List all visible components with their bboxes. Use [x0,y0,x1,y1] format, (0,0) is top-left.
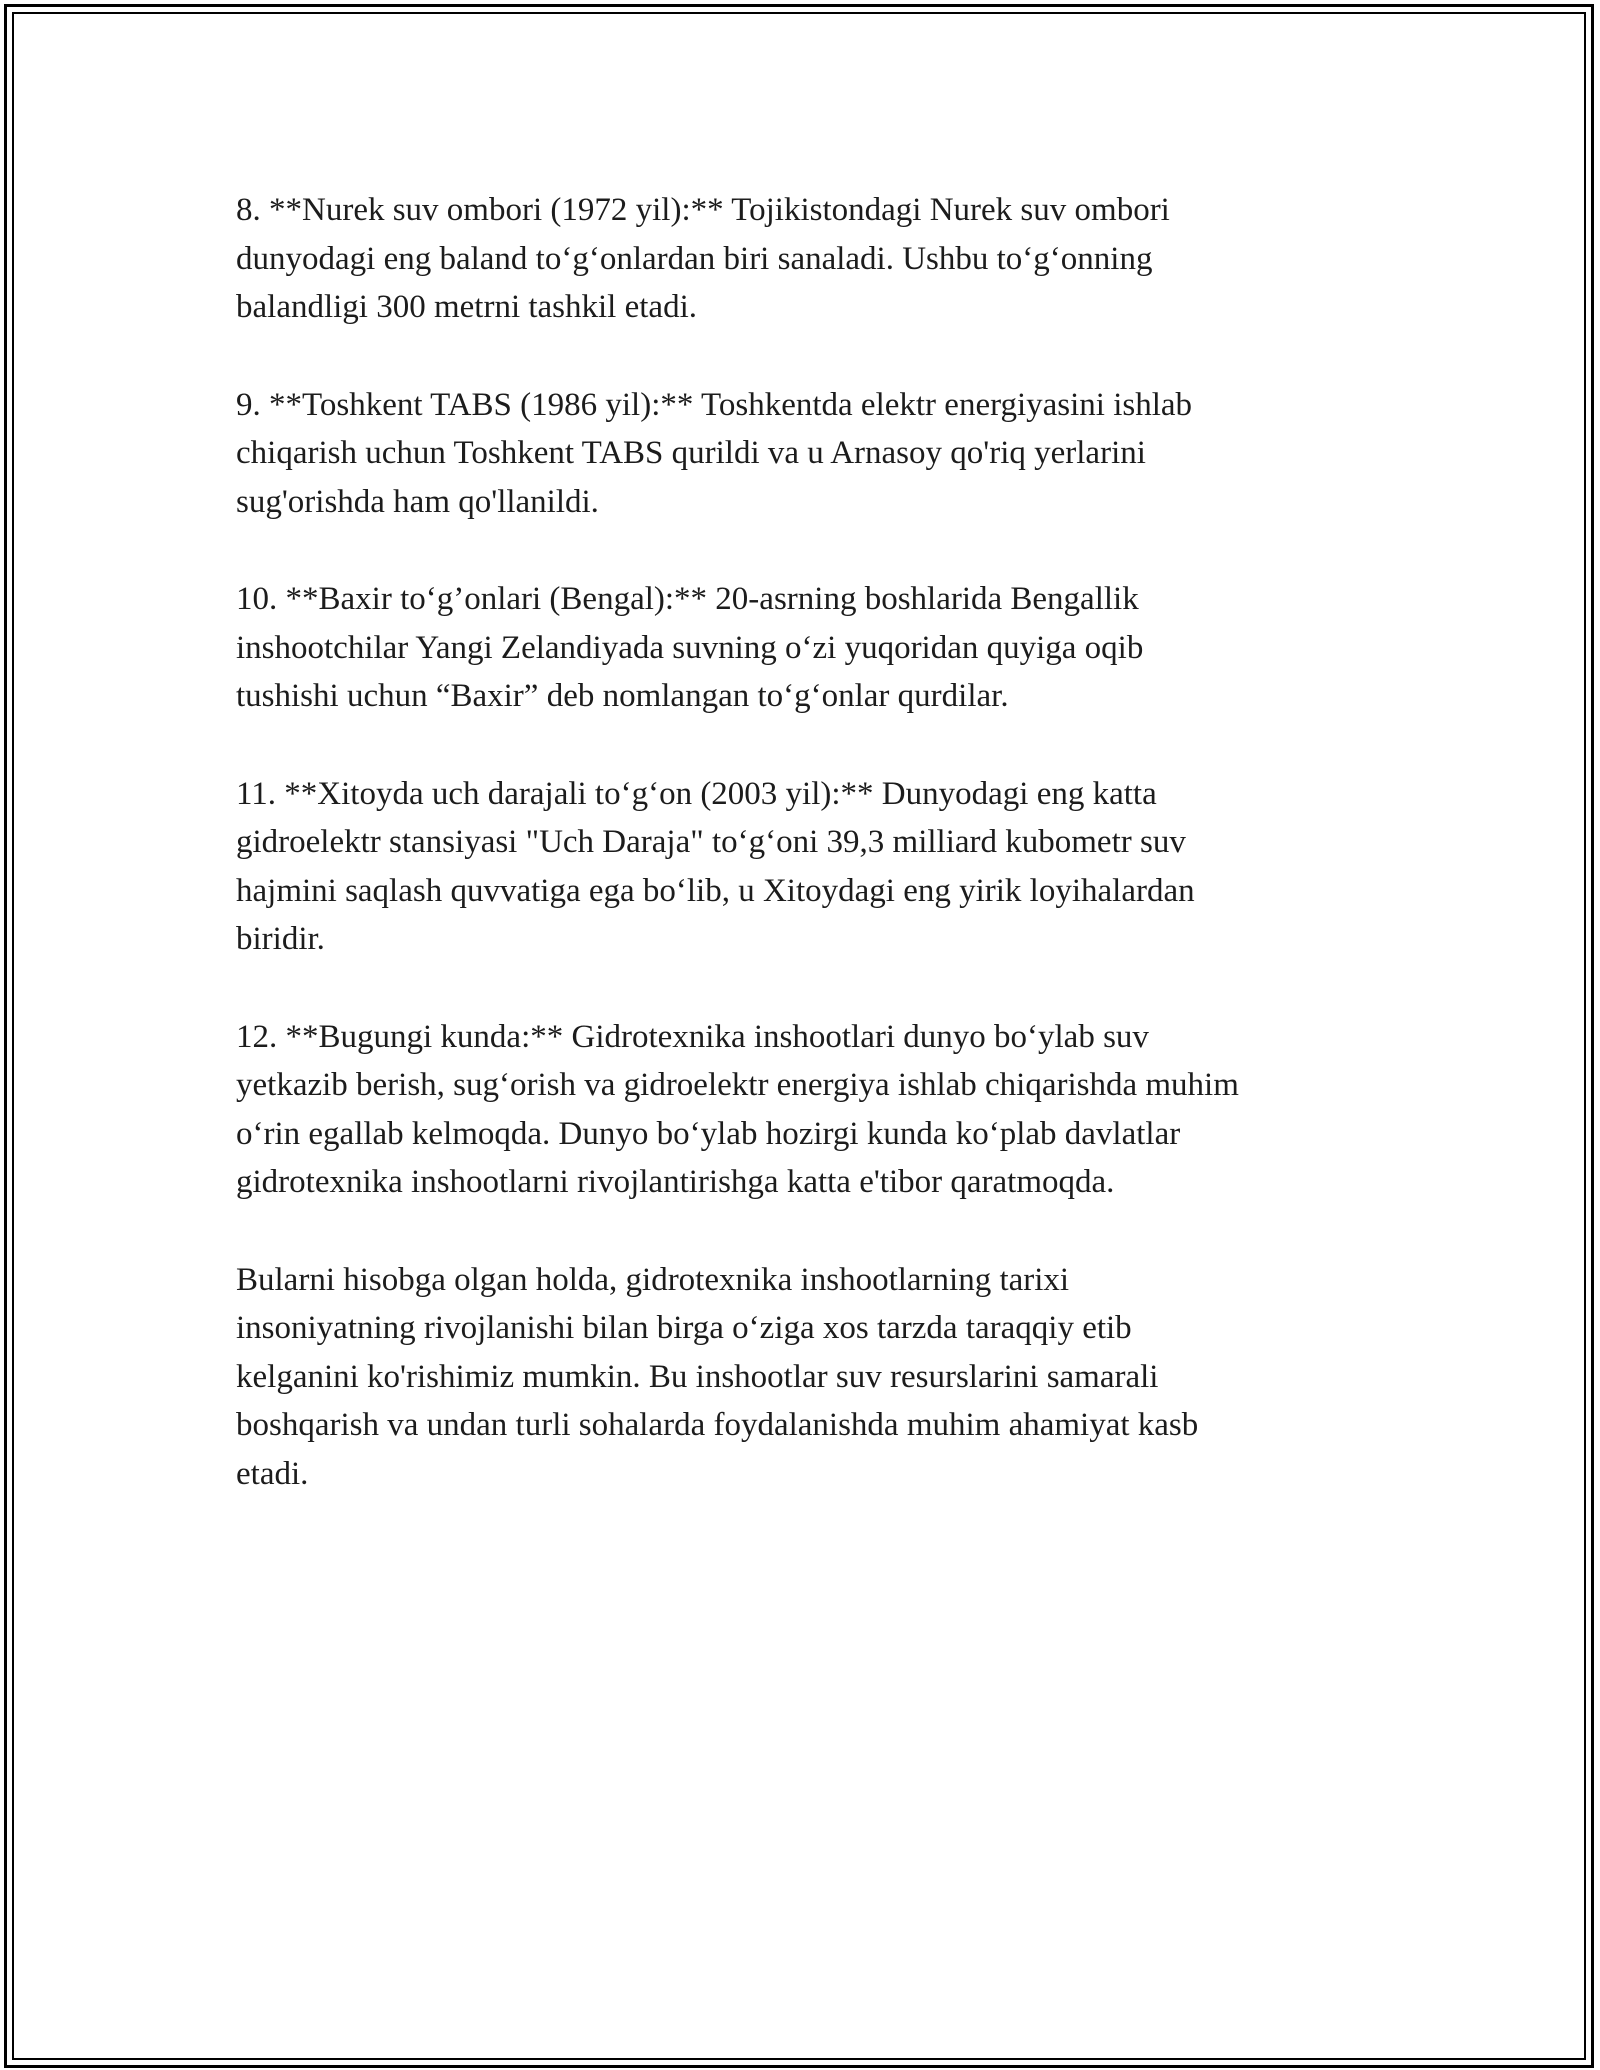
paragraph-nurek: 8. **Nurek suv ombori (1972 yil):** Tojikistondagi Nurek suv ombori dunyodagi eng baland to‘g‘onlardan biri sanaladi. Ushbu to‘g‘onning balandligi 300 metrni tashkil etadi. [236,192,1170,325]
paragraph-toshkent-tabs: 9. **Toshkent TABS (1986 yil):** Toshkentda elektr energiyasini ishlab chiqarish uchun Toshkent TABS qurildi va u Arnasoy qo'riq yerlarini sug'orishda ham qo'llanildi. [236,386,1193,520]
document-body [236,186,1366,1547]
paragraph-bugungi-kunda: 12. **Bugungi kunda:** Gidrotexnika inshootlari dunyo bo‘ylab suv yetkazib berish, sug‘orish va gidroelektr energiya ishlab chiqarishda muhim o‘rin egallab kelmoqda. Dunyo bo‘ylab hozirgi kunda ko‘plab davlatlar gidrotexnika inshootlarni rivojlantirishga katta e'tibor qaratmoqda. [236,1018,1239,1200]
paragraph-baxir: 10. **Baxir to‘g’onlari (Bengal):** 20-asrning boshlarida Bengallik inshootchilar Yangi Zelandiyada suvning o‘zi yuqoridan quyiga oqib tushishi uchun “Baxir” deb nomlangan to‘g‘onlar qurdilar. [236,581,1144,714]
paragraph-conclusion: Bularni hisobga olgan holda, gidrotexnika inshootlarning tarixi insoniyatning rivojlanishi bilan birga o‘ziga xos tarzda taraqqiy etib kelganini ko'rishimiz mumkin. Bu inshootlar suv resurslarini samarali boshqarish va undan turli sohalarda foydalanishda muhim ahamiyat kasb etadi. [236,1261,1199,1492]
paragraph-xitoy: 11. **Xitoyda uch darajali to‘g‘on (2003 yil):** Dunyodagi eng katta gidroelektr stansiyasi "Uch Daraja" to‘g‘oni 39,3 milliard kubometr suv hajmini saqlash quvvatiga ega bo‘lib, u Xitoydagi eng yirik loyihalardan biridir. [236,775,1195,957]
